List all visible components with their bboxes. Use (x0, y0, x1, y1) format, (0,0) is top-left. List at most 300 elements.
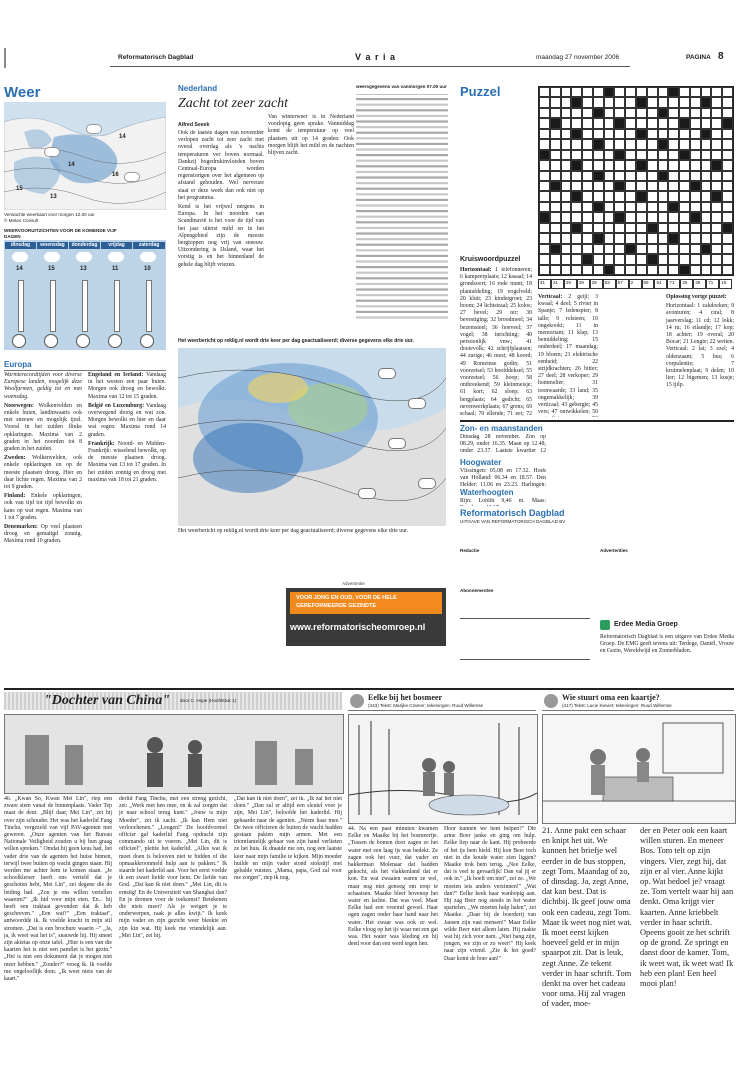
crossword-cell (561, 150, 572, 160)
crossword-cell (604, 233, 615, 243)
bosmeer-illustration (348, 714, 538, 824)
crossword-cell (593, 233, 604, 243)
crossword-cell (625, 202, 636, 212)
crossword-cell (679, 212, 690, 222)
crossword-cell (636, 150, 647, 160)
forecast-day: zaterdag (133, 242, 165, 249)
map-temp: 14 (68, 162, 75, 168)
crossword-cell (668, 254, 679, 264)
china-illustration (4, 714, 344, 794)
crossword-cell (571, 108, 582, 118)
masthead (110, 51, 724, 67)
crossword-cell (679, 244, 690, 254)
crossword-cell (550, 191, 561, 201)
crossword-cell (539, 129, 550, 139)
chart-note: Het weerbericht op reklig.nl wordt drie keer per dag geactualiseerd; diverse gegevens elke drie uur. (178, 338, 414, 344)
crossword-cell (690, 233, 701, 243)
crossword-cell (647, 129, 658, 139)
crossword-cell (658, 233, 669, 243)
crossword-cell (658, 160, 669, 170)
table-row (356, 260, 448, 262)
crossword-cell (561, 87, 572, 97)
crossword-cell (711, 118, 722, 128)
cloud-rain-icon (140, 252, 156, 262)
map-credit: © Meteo Consult (4, 218, 39, 223)
table-header: weersgegevens van vanmorgen 07.00 uur (356, 84, 447, 89)
solution-box: 41 (538, 279, 551, 289)
table-row (356, 243, 448, 245)
crossword-cell (701, 191, 712, 201)
crossword-cell (711, 191, 722, 201)
crossword-cell (614, 118, 625, 128)
crossword-cell (647, 223, 658, 233)
ad-caption: Advertentie (342, 581, 365, 586)
crossword-cell (550, 212, 561, 222)
crossword-cell (593, 97, 604, 107)
crossword-cell (711, 139, 722, 149)
crossword-cell (614, 212, 625, 222)
crossword-cell (571, 87, 582, 97)
kruis-col-1 (460, 267, 532, 417)
zon-section (460, 424, 734, 506)
crossword-cell (711, 212, 722, 222)
crossword-cell (658, 129, 669, 139)
crossword-cell (550, 171, 561, 181)
colofon-label: Redactie (460, 548, 480, 553)
crossword-cell (636, 181, 647, 191)
crossword-cell (604, 171, 615, 181)
crossword-cell (701, 181, 712, 191)
europa-label: Denemarken: (4, 524, 38, 531)
thermometer-icon (146, 280, 152, 332)
hoogwater-title: Hoogwater (460, 458, 502, 467)
crossword-cell (561, 139, 572, 149)
crossword-cell (571, 233, 582, 243)
forecast-day: dinsdag (5, 242, 36, 249)
table-row (356, 148, 448, 150)
crossword-cell (668, 181, 679, 191)
crossword-cell (690, 129, 701, 139)
crossword-cell (550, 244, 561, 254)
crossword-cell (711, 160, 722, 170)
europa-text: Vandaag overwegend droog en wat zon. Morgen bewolkt en hier en daar wat regen. Maxima rond 14 graden. (88, 402, 166, 438)
crossword-cell (647, 160, 658, 170)
crossword-cell (647, 87, 658, 97)
crossword-cell (614, 150, 625, 160)
crossword-cell (539, 233, 550, 243)
crossword-cell (636, 171, 647, 181)
crossword-cell (571, 118, 582, 128)
crossword-cell (711, 233, 722, 243)
table-rows-graphic (356, 90, 448, 330)
europa-label: Finland: (4, 493, 26, 500)
clue-text: 2 geijl; 3 kwaal; 4 deel; 5 rivier in Spanje; 7 ledenspier; 8 talle; 9 rolsteen; 10 ongekookt; 11 in memoriam; 11 klap; 13 bemiddeling; 15 onderdeel; 17 maandag; 19 bloem; 21 elektrische eenheid; 22 strijdkrachten; 26 bitter; 27 deel; 28 verkoper; 29 hommelier; 31 toonwaarde; 33 land; 35 ongemakkelijk; 39 verticaal; 43 gebergte; 45 vers; 47 ontwikkelen; 50 (538, 294, 598, 416)
map-temp: 13 (50, 194, 57, 200)
oplossing-text: Horizontaal: 1 zakdoeken; 9 avonturen; 4 ciral; 8 jaarverslag; 11 cd; 12 lokk; 14 ru; 16 eilandje; 17 kop; 18 achter; 19 overal; 20 Bocar; 21 Lengte; 22 wetten. Verticaal: 2 lat; 3 ezel; 4 oldenzaam; 5 bus; 6 corpulentie; 7 kruimelenplaat; 9 delen; 10 lier; 12 bigemen; 13 kusje; 15 tjilp. (666, 303, 734, 389)
crossword-cell (690, 254, 701, 264)
crossword-cell (593, 212, 604, 222)
europa-text: Op veel plaatsen droog en gematigd zonnig. Maxima rond 10 graden. (4, 524, 82, 545)
crossword-cell (701, 150, 712, 160)
crossword-cell (658, 212, 669, 222)
waterhoogten-text: Rijn: Lobith 9,46 m. Maas: (460, 498, 546, 504)
crossword-cell (690, 191, 701, 201)
crossword-cell (647, 150, 658, 160)
crossword-cell (647, 244, 658, 254)
crossword-cell (658, 108, 669, 118)
crossword-cell (636, 223, 647, 233)
crossword-cell (679, 160, 690, 170)
solution-box: 31 (551, 279, 564, 289)
price-table (460, 618, 590, 660)
oma-col-1: 21. Anne pakt een schaar en knipt het uit. We kunnen het briefje wel eerder in de bus stoppen, zegt Tom. Maandag of zo, of dinsdag. Ja, zegt Anne, dat kan best. Dat is dichtbij. Ik geef jouw oma ook een cadeau, zegt Tom. Maar ik weet nog niet wat. Ik moet eerst kijken hoeveel geld er in mijn spaarpot zit. Dat is leuk, zegt Anne. Ze tekent verder in haar schrift. Tom denkt na over het cadeau voor oma. Hij zal vragen of vader, moe- (542, 826, 632, 1009)
table-row (356, 159, 448, 161)
crossword-cell (582, 254, 593, 264)
crossword-cell (711, 97, 722, 107)
ad-line-2: GEREFORMEERDE GEZINDTE (296, 603, 377, 609)
table-row (356, 288, 448, 290)
crossword-cell (550, 265, 561, 275)
crossword-cell (668, 202, 679, 212)
table-row (356, 271, 448, 273)
oma-credit: (417) Tekst: Lucie Kieviet; tekeningen: Ruud Willemse (562, 703, 672, 708)
crossword-cell (539, 171, 550, 181)
crossword-cell (625, 212, 636, 222)
table-row (356, 294, 448, 296)
crossword-cell (722, 223, 733, 233)
crossword-cell (571, 171, 582, 181)
crossword-cell (614, 244, 625, 254)
solution-box: 2 (629, 279, 642, 289)
crossword-cell (582, 108, 593, 118)
crossword-cell (679, 118, 690, 128)
thermometer-icon (114, 280, 120, 332)
cloud-sun-icon (12, 252, 28, 262)
crossword-cell (593, 244, 604, 254)
crossword-cell (550, 254, 561, 264)
oma-illustration (542, 714, 736, 824)
crossword-cell (625, 97, 636, 107)
crossword-cell (711, 171, 722, 181)
europa-text: Vandaag in het westen een paar buien. Morgen ook droog en bewolkt. Maxima van 12 tot 15 graden. (88, 372, 166, 400)
crossword-cell (668, 212, 679, 222)
crossword-cell (711, 87, 722, 97)
crossword-cell (539, 244, 550, 254)
solution-box: 25 (680, 279, 693, 289)
crossword-cell (550, 108, 561, 118)
crossword-cell (593, 202, 604, 212)
europa-col-2 (88, 372, 166, 580)
crossword-cell (561, 212, 572, 222)
oma-illustration-graphic (543, 715, 735, 823)
crossword-cell (658, 97, 669, 107)
date-line: maandag 27 november 2006 (536, 54, 620, 61)
crossword-cell (658, 171, 669, 181)
crossword-cell (636, 191, 647, 201)
crossword-cell (614, 233, 625, 243)
crossword-cell (701, 202, 712, 212)
crossword-cell (593, 118, 604, 128)
map-temp: 15 (16, 186, 23, 192)
wind-dial-icon (44, 334, 58, 348)
crossword-cell (722, 265, 733, 275)
nederland-kicker: Nederland (178, 84, 218, 93)
crossword-cell (679, 108, 690, 118)
crossword-cell (614, 254, 625, 264)
crossword-cell (647, 233, 658, 243)
crossword-cell (679, 202, 690, 212)
weather-data-table (356, 84, 448, 334)
solution-box: 57 (616, 279, 629, 289)
crossword-cell (550, 97, 561, 107)
forecast-temp: 13 (80, 266, 87, 272)
crossword-cell (679, 171, 690, 181)
crossword-cell (668, 160, 679, 170)
crossword-cell (593, 191, 604, 201)
solution-box: 39 (693, 279, 706, 289)
crossword-cell (561, 171, 572, 181)
crossword-cell (679, 223, 690, 233)
crossword-cell (636, 97, 647, 107)
table-row (356, 170, 448, 172)
crossword-cell (604, 191, 615, 201)
table-row (356, 299, 448, 301)
crossword-cell (550, 181, 561, 191)
table-row (356, 221, 448, 223)
crossword-cell (571, 181, 582, 191)
crossword-cell (711, 223, 722, 233)
crossword-cell (625, 118, 636, 128)
crossword-cell (668, 97, 679, 107)
waterhoogten-title: Waterhoogten (460, 488, 514, 497)
crossword-cell (701, 97, 712, 107)
crossword-cell (647, 202, 658, 212)
crossword-cell (593, 87, 604, 97)
crossword-cell (711, 244, 722, 254)
kruis-col-3 (602, 294, 662, 417)
crossword-cell (701, 129, 712, 139)
crossword-cell (571, 212, 582, 222)
cloud-icon (388, 438, 406, 449)
china-title: "Dochter van China" (44, 693, 171, 708)
crossword-cell (647, 265, 658, 275)
crossword-cell (701, 223, 712, 233)
table-row (356, 103, 448, 105)
crossword-cell (625, 254, 636, 264)
table-row (356, 193, 448, 195)
crossword-cell (539, 181, 550, 191)
crossword-cell (582, 233, 593, 243)
crossword-cell (614, 223, 625, 233)
crossword-cell (722, 87, 733, 97)
crossword-cell (614, 181, 625, 191)
crossword-cell (604, 108, 615, 118)
zon-col-3 (644, 424, 734, 506)
cloud-rain-icon (108, 252, 124, 262)
map-temp: 14 (119, 134, 126, 140)
crossword-cell (668, 191, 679, 201)
crossword-cell (636, 139, 647, 149)
crossword-cell (701, 265, 712, 275)
bosmeer-title: Eelke bij het bosmeer (368, 693, 442, 702)
crossword-cell (701, 254, 712, 264)
crossword-cell (604, 118, 615, 128)
radar-map (178, 348, 446, 526)
crossword-cell (571, 254, 582, 264)
ad-url[interactable]: www.reformatorischeomroep.nl (290, 622, 426, 632)
crossword-cell (722, 129, 733, 139)
crossword-cell (679, 191, 690, 201)
ad-line-1: VOOR JONG EN OUD, VOOR DE HELE (296, 595, 397, 601)
section-name: V a r i a (355, 52, 397, 62)
bosmeer-illustration-graphic (349, 715, 537, 823)
crossword-cell (658, 202, 669, 212)
colofon-label: Abonnementen (460, 588, 494, 593)
cloud-sun-icon (44, 252, 60, 262)
crossword-cell (561, 254, 572, 264)
crossword-cell (636, 160, 647, 170)
weather-map (4, 102, 166, 210)
crossword-cell (690, 223, 701, 233)
europa-intro: Warmterecordtijden voor diverse Europese landen, mogelijk deze Woolfarmen, geldig tot en met woensdag. (4, 372, 82, 400)
crossword-cell (690, 108, 701, 118)
crossword-cell (561, 181, 572, 191)
crossword-cell (614, 139, 625, 149)
crossword-cell (636, 202, 647, 212)
kruis-col-2 (538, 294, 598, 417)
crossword-cell (550, 160, 561, 170)
crossword-cell (658, 150, 669, 160)
cloud-icon (418, 478, 436, 489)
crossword-cell (711, 254, 722, 264)
crossword-cell (636, 212, 647, 222)
china-illustration-graphic (5, 715, 343, 793)
crossword-cell (582, 223, 593, 233)
crossword-cell (668, 233, 679, 243)
crossword-cell (658, 254, 669, 264)
thermometer-icon (18, 280, 24, 332)
crossword-cell (658, 139, 669, 149)
china-story (4, 692, 342, 1064)
crossword-cell (636, 244, 647, 254)
crossword-cell (690, 118, 701, 128)
china-credit: door C. Hope (Hoofdstuk 1) (180, 698, 237, 703)
crossword-cell (722, 160, 733, 170)
table-row (356, 182, 448, 184)
crossword-cell (690, 202, 701, 212)
crossword-cell (668, 244, 679, 254)
table-row (356, 137, 448, 139)
crossword-cell (722, 244, 733, 254)
crossword-cell (647, 97, 658, 107)
crossword-cell (625, 265, 636, 275)
crossword-cell (561, 223, 572, 233)
crossword-cell (701, 233, 712, 243)
crossword-cell (593, 254, 604, 264)
solution-box: 29 (564, 279, 577, 289)
crossword-cell (539, 118, 550, 128)
crossword-cell (625, 139, 636, 149)
crossword-cell (647, 212, 658, 222)
crossword-cell (614, 129, 625, 139)
crossword-cell (722, 212, 733, 222)
crossword-cell (625, 244, 636, 254)
crossword-cell (668, 150, 679, 160)
oma-header (542, 692, 734, 711)
crossword-cell (593, 160, 604, 170)
crossword-cell (539, 139, 550, 149)
crossword-cell (701, 139, 712, 149)
bosmeer-col-1: 44. Na een paar minuten kwamen Eelke en Maaike bij het bosmeertje. „Tussen de bomen door zagen ze het water met een laag ijs was bedekt. Ze zagen ook het vuur, dat vader en bakkerman Molenaar dat hadden gekocht, als het vlakkenland dat er kon. En wat zwaaien waren ze wel, maar nog niet genoeg om erop te schaatsen. Maaike bleef bovenop het water en lachte. Dat was veel. Maar Eelke had een vreemd gevoel. Haar ogen zagen onder haar hand naar het water. Het zwaar was ook ze wel. Eelke vloog op het ijs waar net een gat was. Het water was kleding en hij deed voor dan een werd tegen hen. (348, 826, 438, 948)
erdee-text: Reformatorisch Dagblad is een uitgave van Erdee Media Groep. De EMG geeft tevens uit: Terdege, Daniël, Vrouw en Gezin, Wereldwijd en Zomerbladen. (600, 634, 734, 655)
crossword-cell (722, 97, 733, 107)
table-row (356, 254, 448, 256)
europa-text: Wolkenvelden, ook enkele opklaringen en op de meeste plaatsen droog. Hier en daar lichte regen. Maxima van 2 tot 9 graden. (4, 455, 82, 491)
crossword-cell (658, 223, 669, 233)
crossword-cell (593, 139, 604, 149)
crossword-cell (625, 171, 636, 181)
crossword-cell (625, 191, 636, 201)
crossword-cell (539, 212, 550, 222)
forecast-temp: 11 (112, 266, 119, 272)
crossword-cell (582, 97, 593, 107)
crossword-cell (658, 181, 669, 191)
table-row (356, 249, 448, 251)
wind-dial-icon (108, 334, 122, 348)
crossword-cell (561, 202, 572, 212)
table-row (356, 305, 448, 307)
crossword-cell (550, 223, 561, 233)
crossword-cell (722, 191, 733, 201)
zon-col-2 (552, 424, 638, 506)
crossword-cell (604, 254, 615, 264)
europa-label: Engeland en Ierland: (88, 372, 144, 378)
map-temp: 16 (112, 172, 119, 178)
crossword-cell (614, 265, 625, 275)
crossword-cell (604, 87, 615, 97)
cloud-icon (408, 398, 426, 409)
forecast-strip (4, 240, 166, 350)
nederland-continuation (178, 528, 446, 578)
europa-label: Zweden: (4, 455, 26, 462)
table-row (356, 316, 448, 318)
crossword-cell (658, 265, 669, 275)
crossword-cell (604, 181, 615, 191)
crossword-cell (647, 139, 658, 149)
crossword-cell (668, 108, 679, 118)
crossword-cell (604, 223, 615, 233)
solution-box: 28 (590, 279, 603, 289)
crossword-cell (593, 171, 604, 181)
crossword-cell (647, 254, 658, 264)
crossword-cell (625, 160, 636, 170)
map-caption: Verwachte weerkaart voor morgen 12.00 uur (4, 212, 95, 217)
oma-story (542, 692, 734, 1064)
crossword-cell (582, 244, 593, 254)
crossword-cell (679, 265, 690, 275)
kruis-title: Kruiswoordpuzzel (460, 256, 521, 263)
weer-title: Weer (4, 84, 41, 101)
crossword-cell (658, 118, 669, 128)
europa-text: Noord- en Midden-Frankrijk: wisselend bewolkt, op de meeste plaatsen droog. Maxima van 13 tot 17 graden. In het zuiden zonnig en droog met maxima van 18 tot 21 graden. (88, 440, 166, 483)
forecast-day: woensdag (37, 242, 68, 249)
crossword-cell (614, 160, 625, 170)
crossword-cell (539, 254, 550, 264)
crossword-cell (604, 150, 615, 160)
crossword-cell (571, 97, 582, 107)
table-row (356, 210, 448, 212)
europa-label: Noorwegen: (4, 402, 34, 409)
